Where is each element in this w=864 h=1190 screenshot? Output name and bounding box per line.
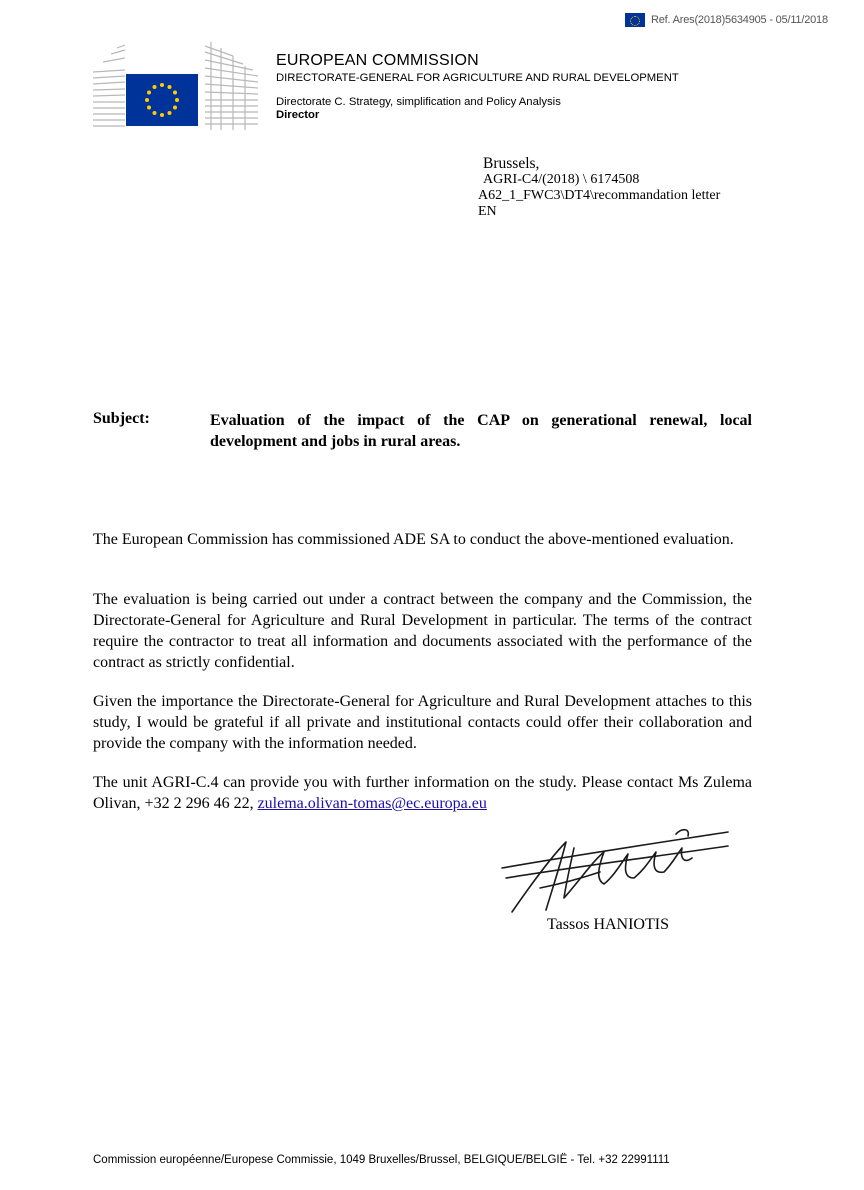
subject-text: Evaluation of the impact of the CAP on generational renewal, local development and jobs in rural areas. [210, 412, 752, 450]
role-title: Director [276, 109, 320, 121]
handwritten-signature-icon [500, 826, 732, 921]
body-paragraph: The evaluation is being carried out under a contract between the company and the Commission, the Directorate-General for Agriculture and Rural Development in particular. The terms of the contract require the contractor to treat all information and documents associated with the performance of the contract as strictly confidential. [93, 591, 752, 671]
european-commission-logo-icon [93, 40, 258, 130]
file-path: A62_1_FWC3\DT4\recommandation letter [478, 188, 721, 203]
reference-number: AGRI-C4/(2018) \ 6174508 [483, 172, 640, 187]
contact-paragraph [93, 772, 752, 814]
directorate-name: Directorate C. Strategy, simplification and Policy Analysis [276, 96, 561, 108]
city-date: Brussels, [483, 155, 540, 172]
directorate-general-name: DIRECTORATE-GENERAL FOR AGRICULTURE AND RURAL DEVELOPMENT [276, 72, 679, 84]
letter-meta [478, 156, 720, 220]
footer-address: Commission européenne/Europese Commissie, 1049 Bruxelles/Brussel, BELGIQUE/BELGIË - Tel. +32 22991111 [93, 1154, 670, 1166]
signatory-name: Tassos HANIOTIS [547, 916, 669, 933]
contact-text: The unit AGRI-C.4 can provide you with further information on the study. Please contact Ms Zulema Olivan, +32 2 296 46 22, [93, 774, 752, 812]
reference-stamp-text: Ref. Ares(2018)5634905 - 05/11/2018 [651, 14, 828, 26]
reference-stamp [625, 13, 828, 27]
letterhead [276, 52, 679, 121]
body-paragraph: Given the importance the Directorate-General for Agriculture and Rural Development attaches to this study, I would be grateful if all private and institutional contacts could offer their collaboration and provide the company with the information needed. [93, 693, 752, 752]
subject-label: Subject: [93, 410, 150, 427]
email-link[interactable]: zulema.olivan-tomas@ec.europa.eu [257, 795, 487, 812]
language-code: EN [478, 204, 497, 219]
organisation-name: EUROPEAN COMMISSION [276, 52, 479, 69]
body-paragraph: The European Commission has commissioned ADE SA to conduct the above-mentioned evaluation. [93, 531, 734, 548]
eu-flag-icon [625, 13, 645, 27]
